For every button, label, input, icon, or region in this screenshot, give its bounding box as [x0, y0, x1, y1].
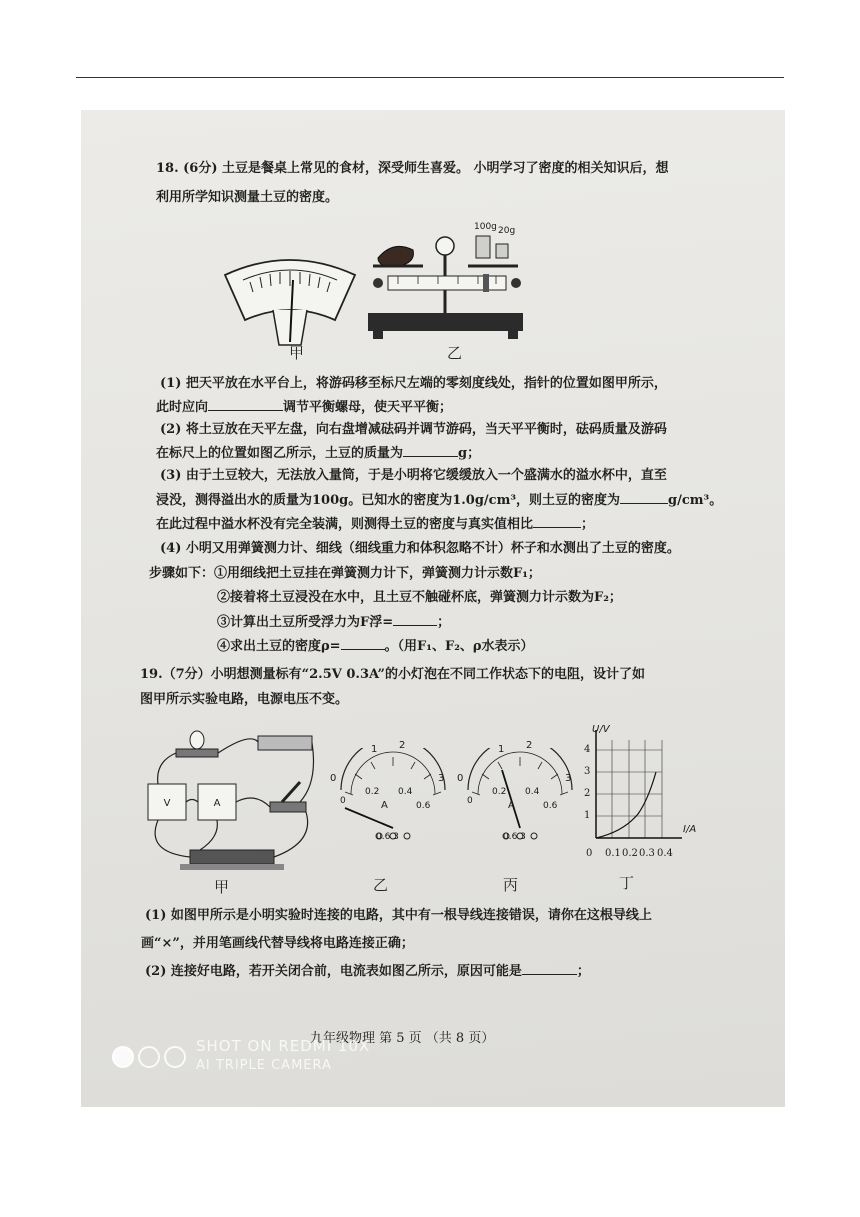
ding-ytick-3: 3: [584, 766, 591, 777]
bing-top-tick-2: 2: [526, 740, 533, 751]
yi-top-tick-2: 2: [399, 740, 406, 751]
bing-top-tick-1: 1: [498, 744, 505, 755]
q18-weight-100g: 100g: [474, 222, 497, 232]
q19-label-yi: 乙: [373, 876, 389, 894]
yi-top-tick-0: 0: [330, 773, 337, 784]
bing-bottom-tick-3: 0.6: [543, 801, 558, 811]
bing-unit: A: [508, 800, 515, 811]
q19-figure-ding-graph: [578, 722, 698, 860]
ding-xtick-4: 0.4: [657, 848, 673, 859]
q18-label-yi: 乙: [447, 344, 463, 362]
q18-part2-line2: 在标尺上的位置如图乙所示，土豆的质量为 g；: [156, 446, 481, 461]
q18-part4: (4) 小明又用弹簧测力计、细线（细线重力和体积忽略不计）杯子和水测出了土豆的密度。: [160, 541, 680, 556]
q18-title: 18. (6分) 土豆是餐桌上常见的食材，深受师生喜爱。 小明学习了密度的相关知识后，想: [156, 161, 669, 176]
bing-terminals: 0.6 3: [503, 832, 526, 842]
q18-figure-yi: [358, 218, 528, 348]
exam-photo: [81, 110, 785, 1107]
page-footer: 九年级物理 第 5 页 （共 8 页）: [310, 1031, 495, 1046]
q18-part3-line3: 在此过程中溢水杯没有完全装满，则测得土豆的密度与真实值相比 ；: [156, 517, 595, 532]
q18-part1-line1: (1) 把天平放在水平台上，将游码移至标尺左端的零刻度线处，指针的位置如图甲所示，: [160, 376, 667, 391]
q19-part1-line1: (1) 如图甲所示是小明实验时连接的电路，其中有一根导线连接错误，请你在这根导线上: [145, 908, 652, 923]
yi-unit: A: [381, 800, 388, 811]
q18-part1-line2: 此时应向 调节平衡螺母，使天平平衡；: [156, 400, 453, 415]
yi-bottom-tick-2: 0.4: [398, 787, 413, 797]
q19-label-ding: 丁: [619, 874, 635, 892]
q18-step3: ③计算出土豆所受浮力为F浮= ；: [217, 615, 451, 630]
q19-title: 19.（7分）小明想测量标有“2.5V 0.3A”的小灯泡在不同工作状态下的电阻，设计了如: [140, 667, 646, 682]
q19-title-line2: 图甲所示实验电路，电源电压不变。: [140, 692, 349, 707]
ding-ylabel: U/V: [592, 724, 610, 735]
ding-ytick-1: 1: [584, 810, 591, 821]
answer-blank[interactable]: [620, 491, 668, 504]
q18-step4: ④求出土豆的密度ρ= 。（用F₁、F₂、ρ水表示）: [217, 639, 534, 654]
ding-xtick-3: 0.3: [639, 848, 655, 859]
answer-blank[interactable]: [208, 398, 283, 411]
page-top-rule: [76, 77, 784, 78]
q18-part3-line2: 浸没，测得溢出水的质量为100g。已知水的密度为1.0g/cm³，则土豆的密度为 g/cm³。: [156, 493, 723, 508]
ding-ytick-4: 4: [584, 744, 591, 755]
q18-label-jia: 甲: [289, 344, 305, 362]
bing-top-tick-0: 0: [457, 773, 464, 784]
ding-xlabel: I/A: [683, 824, 697, 835]
q18-part2-line1: (2) 将土豆放在天平左盘，向右盘增减砝码并调节游码，当天平平衡时，砝码质量及游码: [160, 422, 667, 437]
q19-label-jia: 甲: [214, 878, 230, 896]
ding-xtick-0: 0: [586, 848, 593, 859]
yi-bottom-tick-3: 0.6: [416, 801, 431, 811]
answer-blank[interactable]: [403, 444, 458, 457]
answer-blank[interactable]: [393, 613, 437, 626]
q18-step1: 步骤如下：①用细线把土豆挂在弹簧测力计下，弹簧测力计示数F₁；: [149, 566, 541, 581]
watermark-line2: AI TRIPLE CAMERA: [196, 1058, 332, 1073]
bing-bottom-tick-1: 0.2: [492, 787, 507, 797]
q18-weight-20g: 20g: [498, 226, 516, 236]
bing-bottom-tick-2: 0.4: [525, 787, 540, 797]
answer-blank[interactable]: [533, 515, 581, 528]
ding-xtick-1: 0.1: [605, 848, 621, 859]
q19-part1-line2: 画“×”，并用笔画线代替导线将电路连接正确；: [141, 936, 414, 951]
ding-ytick-2: 2: [584, 788, 591, 799]
yi-bottom-tick-1: 0.2: [365, 787, 380, 797]
yi-bottom-tick-0: 0: [340, 796, 346, 806]
answer-blank[interactable]: [341, 637, 385, 650]
q19-part2: (2) 连接好电路，若开关闭合前，电流表如图乙所示，原因可能是 ；: [145, 964, 590, 979]
watermark-camera-icon: [112, 1046, 190, 1072]
yi-top-tick-1: 1: [371, 744, 378, 755]
yi-top-tick-3: 3: [438, 773, 445, 784]
q19-figure-jia-circuit: [140, 722, 320, 882]
bing-bottom-tick-0: 0: [467, 796, 473, 806]
svg-text:A: A: [213, 798, 221, 809]
yi-terminals: 0.6 3: [376, 832, 399, 842]
q19-label-bing: 丙: [503, 876, 519, 894]
camera-watermark: [196, 1036, 370, 1076]
q18-step2: ②接着将土豆浸没在水中，且土豆不触碰杯底，弹簧测力计示数为F₂；: [217, 590, 622, 605]
q18-part3-line1: (3) 由于土豆较大，无法放入量筒，于是小明将它缓缓放入一个盛满水的溢水杯中，直至: [160, 468, 667, 483]
ding-xtick-2: 0.2: [622, 848, 638, 859]
answer-blank[interactable]: [522, 962, 577, 975]
q18-title-line2: 利用所学知识测量土豆的密度。: [156, 190, 339, 205]
svg-text:V: V: [163, 798, 171, 809]
bing-top-tick-3: 3: [565, 773, 572, 784]
watermark-line1: SHOT ON REDMI 10X: [196, 1037, 371, 1055]
